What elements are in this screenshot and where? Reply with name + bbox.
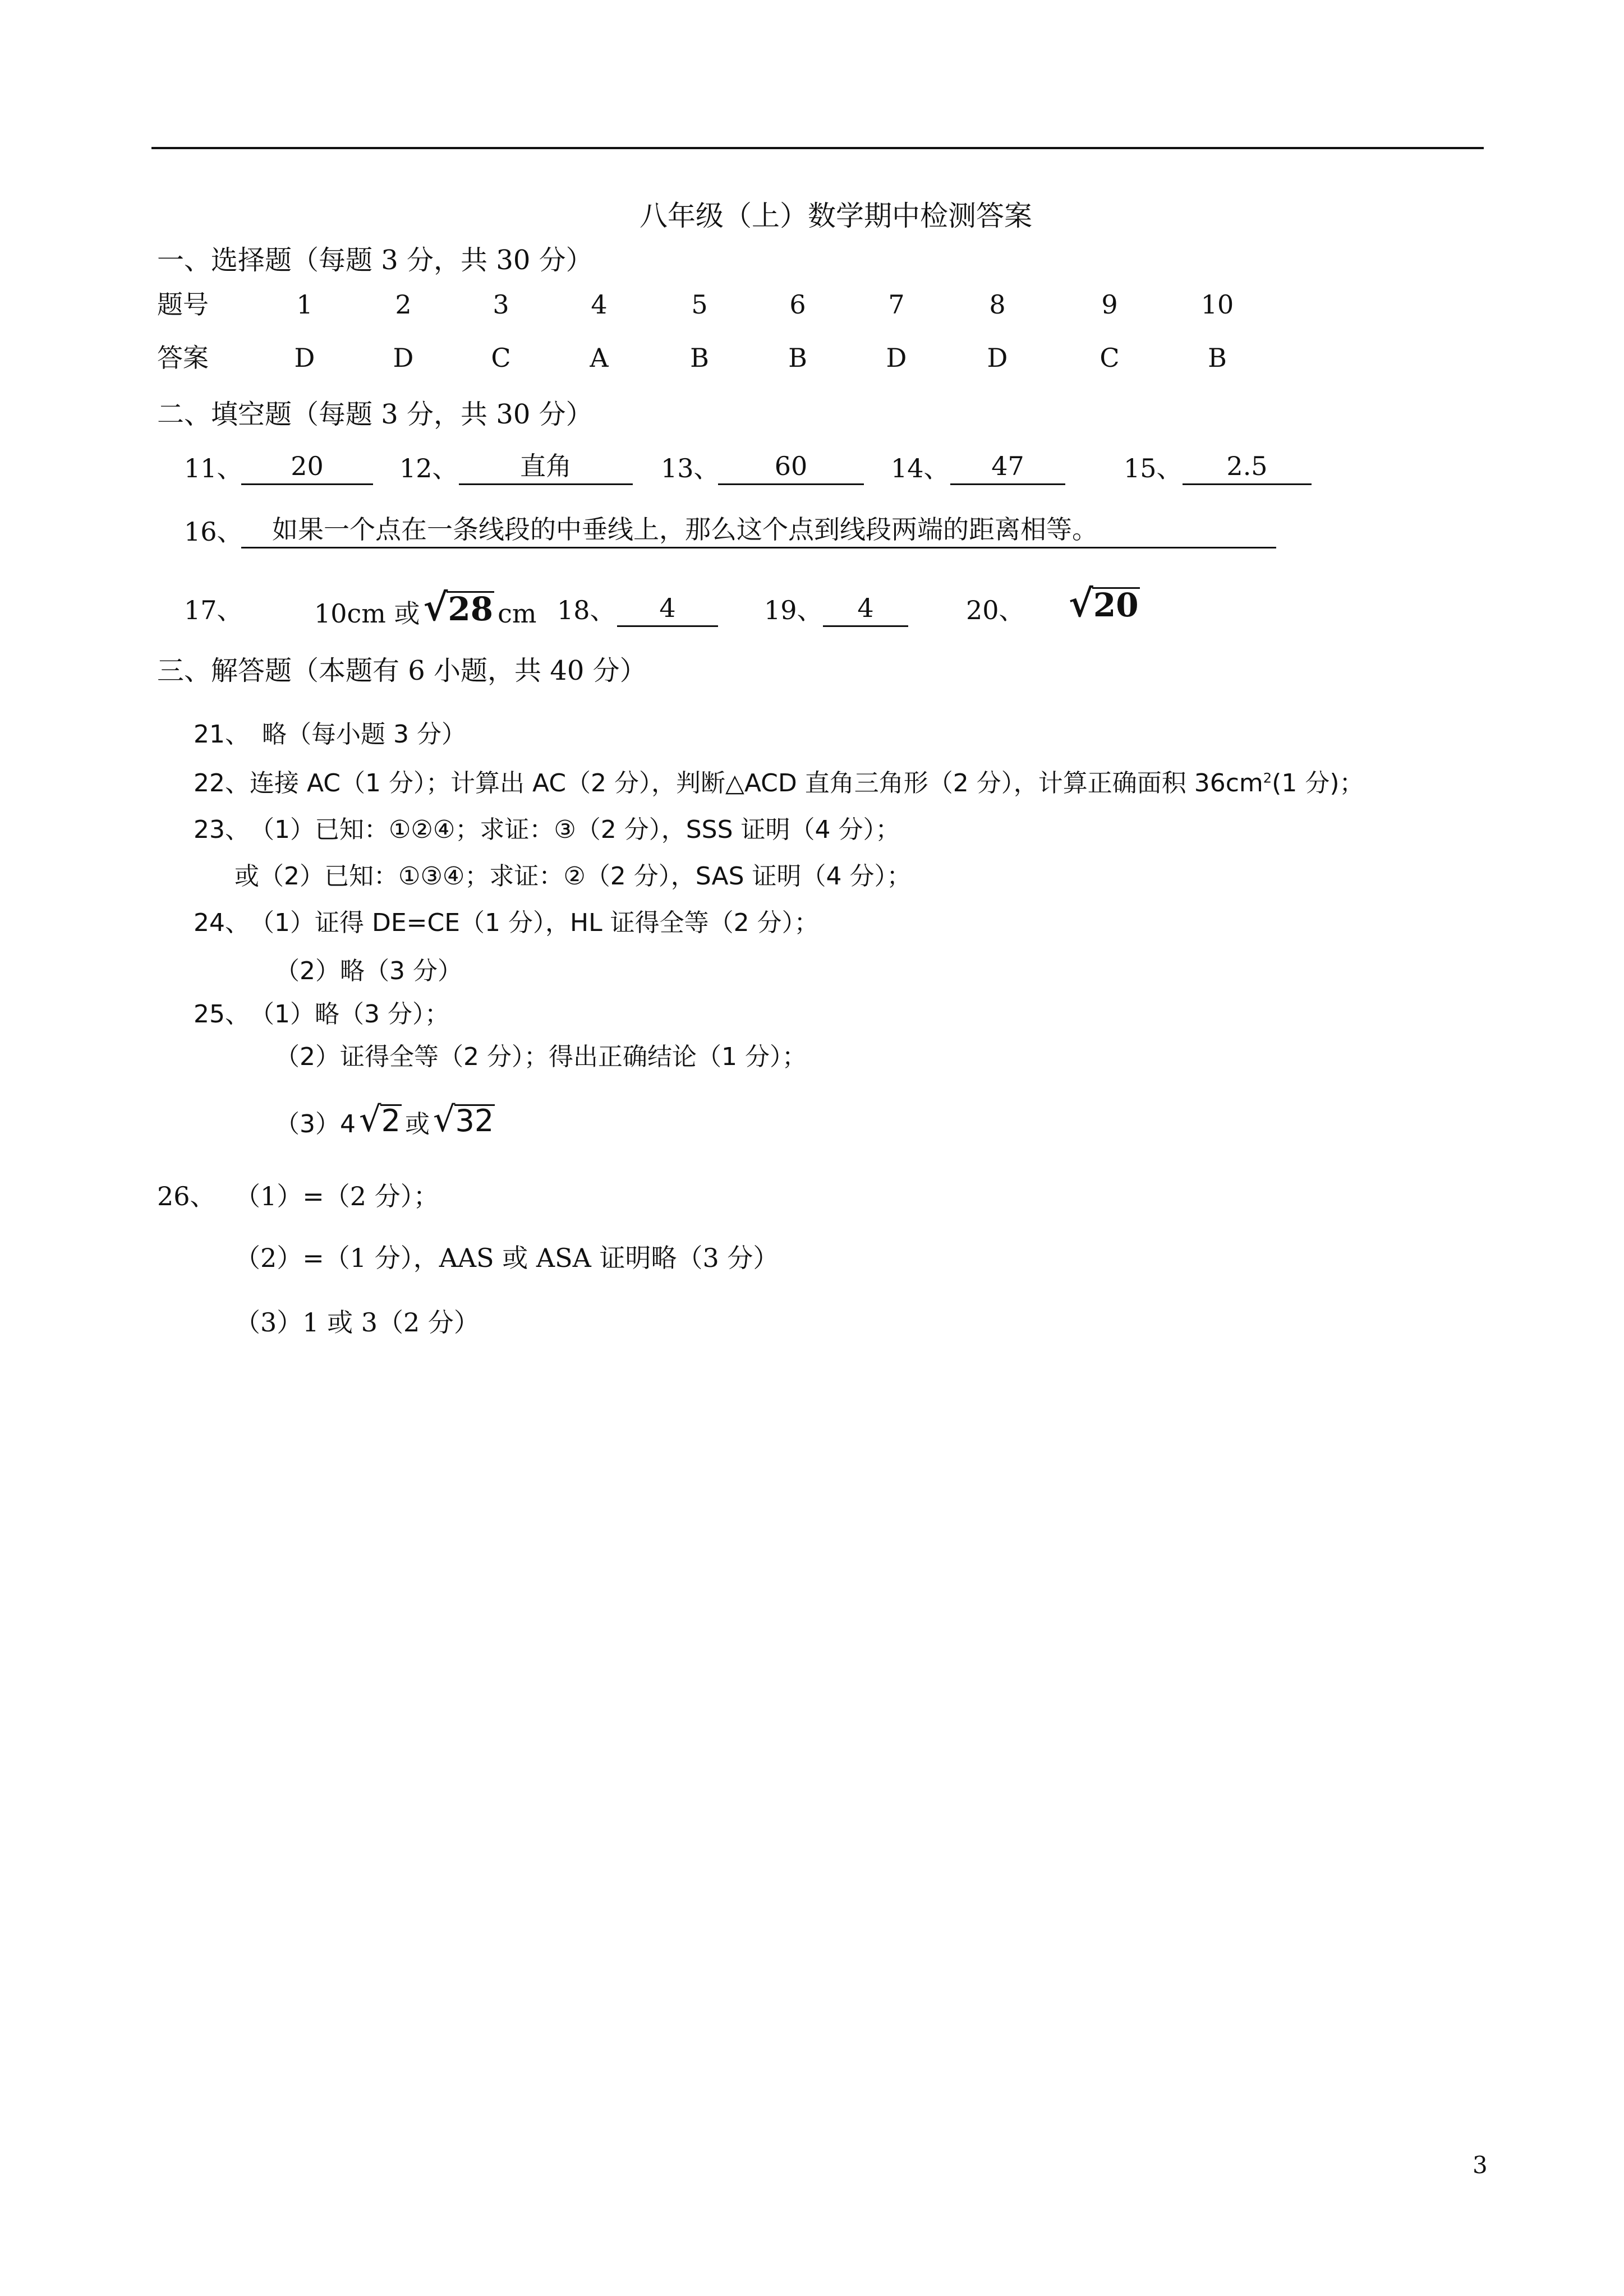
q25-line2: （2）证得全等（2 分）；得出正确结论（1 分）； (275, 1043, 807, 1071)
q24-line2: （2）略（3 分） (275, 957, 462, 985)
q25-prefix: （3）4 (275, 1110, 356, 1139)
q22-text: 22、连接 AC（1 分）；计算出 AC（2 分），判断△ACD 直角三角形（2 分），计算正确面积 36cm (194, 769, 1263, 797)
answer-cell: D (294, 343, 315, 373)
answer-cell: B (1208, 343, 1227, 373)
q15-answer: 2.5 (1183, 453, 1312, 485)
q20-sqrt (1069, 581, 1140, 625)
answer-cell: D (987, 343, 1008, 373)
q17-sqrt (423, 585, 495, 629)
q17-unit: cm (498, 598, 537, 629)
answer-cell: D (393, 343, 414, 373)
q18-answer: 4 (617, 595, 718, 627)
question-number-cell: 3 (493, 289, 509, 320)
q16-answer: 如果一个点在一条线段的中垂线上，那么这个点到线段两端的距离相等。 (241, 517, 1276, 548)
q17-radicand: 28 (448, 590, 494, 628)
question-number-cell: 4 (591, 289, 608, 320)
question-number-cell: 5 (691, 289, 708, 320)
q25-line1: 25、 （1）略（3 分）； (194, 1000, 449, 1029)
section3-heading: 三、解答题（本题有 6 小题，共 40 分） (157, 655, 647, 686)
q25-sqrt-1 (359, 1099, 402, 1140)
q17-number: 17、 (184, 595, 243, 625)
page-title: 八年级（上）数学期中检测答案 (640, 200, 1032, 232)
q25-line3 (275, 1099, 495, 1140)
q25-radicand-1: 2 (381, 1103, 401, 1138)
answer-cell: C (491, 343, 511, 373)
q24-line1: 24、 （1）证得 DE=CE（1 分），HL 证得全等（2 分）； (194, 909, 819, 937)
q17-answer (314, 585, 537, 629)
question-number-cell: 2 (395, 289, 412, 320)
q18-number: 18、 (557, 595, 616, 625)
q26-line1: （1）=（2 分）； (234, 1181, 439, 1211)
q22-score: (1 分)； (1272, 769, 1364, 797)
q22-answer (194, 771, 1364, 796)
q22-exponent: 2 (1263, 770, 1272, 786)
q20-number: 20、 (966, 595, 1025, 625)
answer-label: 答案 (157, 343, 209, 373)
answer-cell: C (1099, 343, 1120, 373)
q25-or: 或 (404, 1110, 430, 1139)
q26-number: 26、 (157, 1181, 216, 1211)
q17-prefix: 10cm 或 (314, 598, 420, 629)
question-number-cell: 10 (1200, 289, 1234, 320)
answer-cell: A (590, 343, 609, 373)
q11-answer: 20 (241, 453, 373, 485)
q19-number: 19、 (764, 595, 823, 625)
answer-cell: D (886, 343, 907, 373)
q11-number: 11、 (184, 453, 243, 483)
q20-radicand: 20 (1093, 586, 1139, 624)
q23-line2: 或（2）已知：①③④；求证：②（2 分），SAS 证明（4 分）； (234, 862, 912, 891)
question-number-cell: 7 (888, 289, 905, 320)
q25-radicand-2: 32 (455, 1103, 494, 1138)
page-number: 3 (1473, 2151, 1488, 2179)
q14-number: 14、 (891, 453, 950, 483)
q26-line2: （2）=（1 分），AAS 或 ASA 证明略（3 分） (234, 1243, 779, 1273)
sqrt-icon: √ (359, 1099, 381, 1140)
question-number-cell: 6 (789, 289, 806, 320)
top-rule (151, 147, 1484, 149)
q26-line3: （3）1 或 3（2 分） (234, 1307, 480, 1338)
question-number-cell: 8 (989, 289, 1006, 320)
answer-cell: B (690, 343, 709, 373)
question-number-label: 题号 (157, 289, 209, 320)
q16-number: 16、 (184, 517, 243, 547)
q20-answer (1069, 581, 1140, 625)
answer-cell: B (788, 343, 807, 373)
sqrt-icon: √ (423, 585, 448, 629)
q14-answer: 47 (950, 453, 1065, 485)
section2-heading: 二、填空题（每题 3 分，共 30 分） (157, 399, 593, 430)
question-number-cell: 9 (1101, 289, 1118, 320)
q25-sqrt-2 (433, 1099, 495, 1140)
q23-line1: 23、 （1）已知：①②④；求证：③（2 分），SSS 证明（4 分）； (194, 815, 900, 844)
q13-number: 13、 (661, 453, 720, 483)
q19-answer: 4 (823, 595, 908, 627)
sqrt-icon: √ (433, 1099, 456, 1140)
q13-answer: 60 (718, 453, 864, 485)
q12-answer: 直角 (459, 453, 633, 485)
sqrt-icon: √ (1069, 581, 1093, 625)
section1-heading: 一、选择题（每题 3 分，共 30 分） (157, 245, 593, 276)
q21-answer: 21、 略（每小题 3 分） (194, 720, 466, 749)
q15-number: 15、 (1124, 453, 1183, 483)
question-number-cell: 1 (296, 289, 313, 320)
q12-number: 12、 (399, 453, 458, 483)
